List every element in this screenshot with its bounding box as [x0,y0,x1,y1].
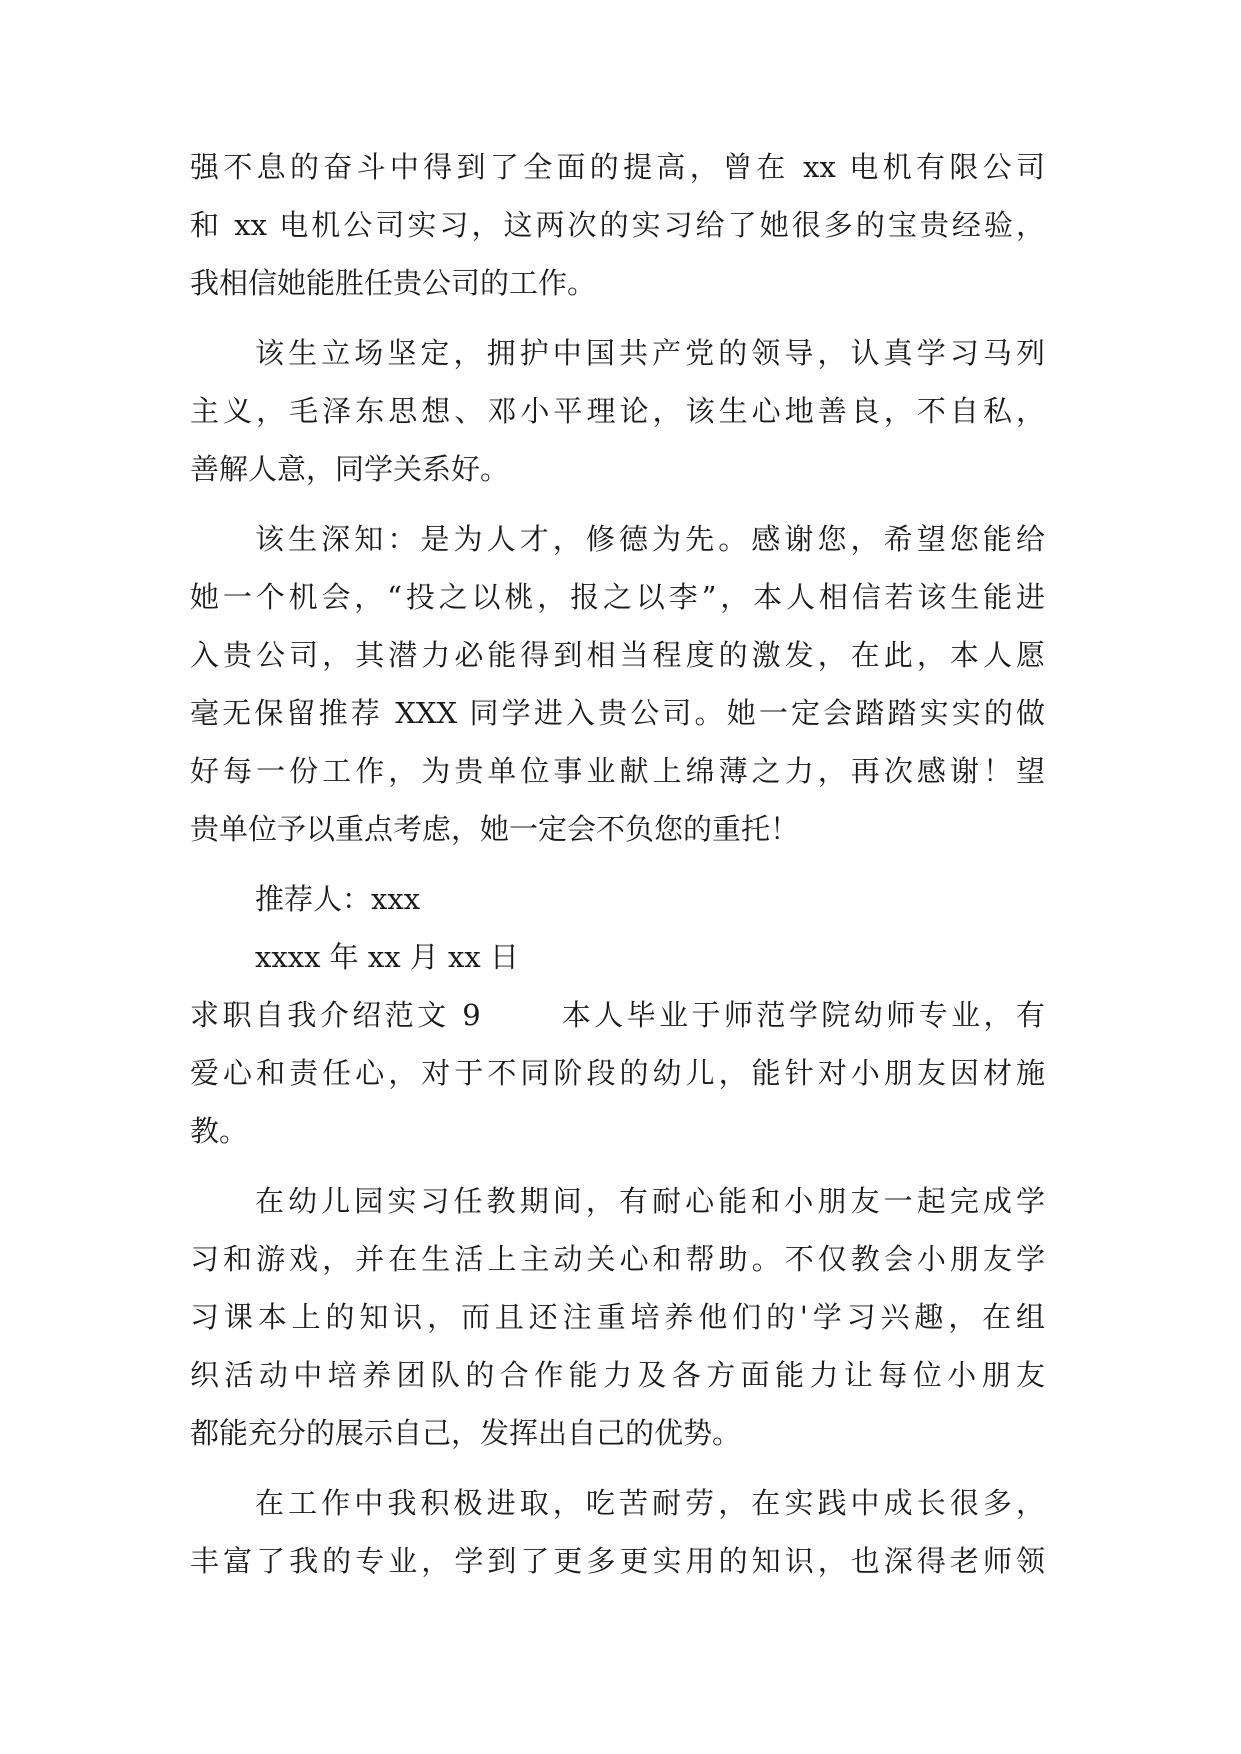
paragraph-line: 都能充分的展示自己，发挥出自己的优势。 [190,1416,742,1450]
paragraph-line: 好每一份工作，为贵单位事业献上绵薄之力，再次感谢！望 [190,754,1045,788]
paragraph-line: 爱心和责任心，对于不同阶段的幼儿，能针对小朋友因材施 [190,1056,1045,1090]
paragraph-line: 主义，毛泽东思想、邓小平理论，该生心地善良，不自私， [190,394,1045,428]
paragraph-line: 贵单位予以重点考虑，她一定会不负您的重托！ [190,812,800,846]
section-heading-line: 求职自我介绍范文 9 本人毕业于师范学院幼师专业，有 [190,998,1045,1032]
paragraph-line: 该生深知：是为人才，修德为先。感谢您，希望您能给 [255,522,1045,556]
paragraph-line: 在幼儿园实习任教期间，有耐心能和小朋友一起完成学 [255,1184,1045,1218]
paragraph-line: 该生立场坚定，拥护中国共产党的领导，认真学习马列 [255,336,1045,370]
paragraph-line: 和 xx 电机公司实习，这两次的实习给了她很多的宝贵经验， [190,208,1045,242]
paragraph-line: 善解人意，同学关系好。 [190,452,510,486]
paragraph-line: 教。 [190,1114,249,1148]
paragraph-line: 丰富了我的专业，学到了更多更实用的知识，也深得老师领 [190,1544,1045,1578]
paragraph-line: 我相信她能胜任贵公司的工作。 [190,266,597,300]
paragraph-line: 织活动中培养团队的合作能力及各方面能力让每位小朋友 [190,1358,1045,1392]
paragraph-line: 强不息的奋斗中得到了全面的提高，曾在 xx 电机有限公司 [190,150,1045,184]
recommender-signature: 推荐人：xxx [255,882,421,916]
paragraph-line: 她一个机会，“投之以桃，报之以李”，本人相信若该生能进 [190,580,1045,614]
signature-date: xxxx 年 xx 月 xx 日 [255,940,519,974]
paragraph-line: 入贵公司，其潜力必能得到相当程度的激发，在此，本人愿 [190,638,1045,672]
paragraph-line: 毫无保留推荐 XXX 同学进入贵公司。她一定会踏踏实实的做 [190,696,1045,730]
paragraph-line: 习和游戏，并在生活上主动关心和帮助。不仅教会小朋友学 [190,1242,1045,1276]
paragraph-line: 在工作中我积极进取，吃苦耐劳，在实践中成长很多， [255,1486,1045,1520]
paragraph-line: 习课本上的知识，而且还注重培养他们的'学习兴趣，在组 [190,1300,1045,1334]
